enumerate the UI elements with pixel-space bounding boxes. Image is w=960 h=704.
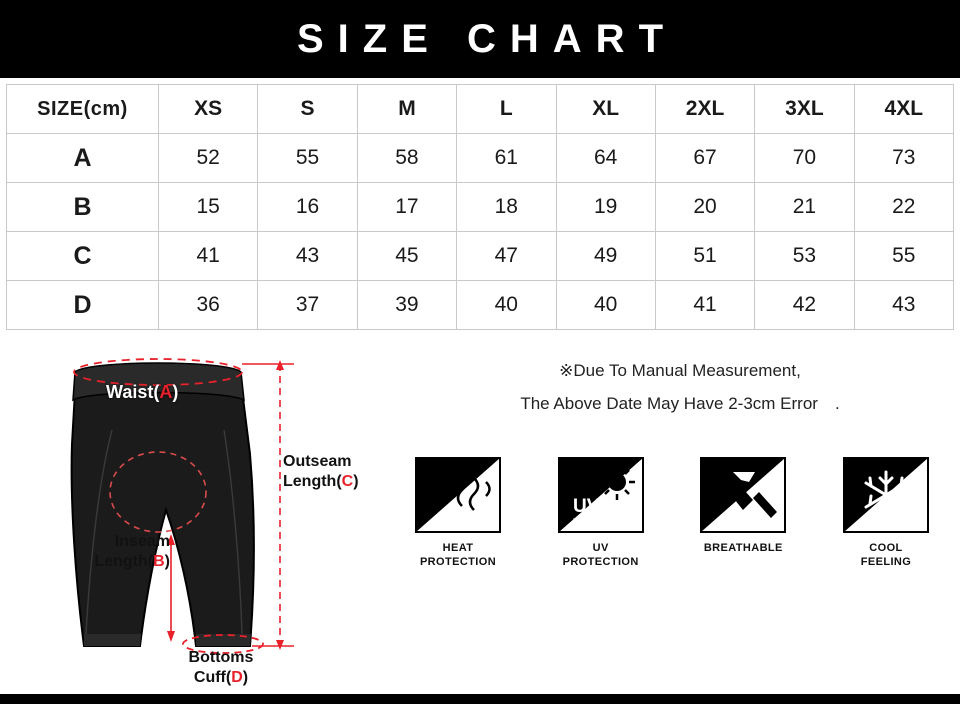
cell-a-m: 58 xyxy=(357,134,456,183)
measurement-notes xyxy=(420,354,940,420)
heat-protection-icon xyxy=(412,456,504,534)
shorts-measurement-diagram xyxy=(28,334,388,694)
cell-b-4xl: 22 xyxy=(854,183,953,232)
col-header-xl: XL xyxy=(556,85,655,134)
cool-caption-line1: COOL xyxy=(869,542,903,554)
page-title: SIZE CHART xyxy=(297,16,677,61)
cell-b-xl: 19 xyxy=(556,183,655,232)
bottoms-label-line2: Cuff( xyxy=(193,669,232,686)
uv-sub-badge-text: UPF 30 xyxy=(572,517,600,526)
col-header-xs: XS xyxy=(159,85,258,134)
cell-a-xl: 64 xyxy=(556,134,655,183)
cell-a-l: 61 xyxy=(457,134,556,183)
cell-a-2xl: 67 xyxy=(655,134,754,183)
col-header-s: S xyxy=(258,85,357,134)
breathable-icon xyxy=(697,456,789,534)
cell-c-m: 45 xyxy=(357,232,456,281)
feature-heat-protection xyxy=(398,456,518,570)
col-header-m: M xyxy=(357,85,456,134)
inseam-label-line2: Length( xyxy=(94,553,154,570)
table-corner-label: SIZE(cm) xyxy=(7,85,159,134)
cell-d-xl: 40 xyxy=(556,281,655,330)
col-header-2xl: 2XL xyxy=(655,85,754,134)
cell-c-2xl: 51 xyxy=(655,232,754,281)
uv-badge-text: UV xyxy=(572,496,600,517)
outseam-label-close: ) xyxy=(353,473,359,490)
size-table-container xyxy=(0,78,960,330)
row-label-d: D xyxy=(7,281,159,330)
breathable-caption-line1: BREATHABLE xyxy=(703,542,783,554)
note-line-2: The Above Date May Have 2-3cm Error . xyxy=(520,394,840,414)
cell-d-2xl: 41 xyxy=(655,281,754,330)
note-line-1: ※Due To Manual Measurement, xyxy=(559,361,801,380)
cell-d-m: 39 xyxy=(357,281,456,330)
cell-c-3xl: 53 xyxy=(755,232,854,281)
size-table xyxy=(6,84,954,330)
waist-label xyxy=(106,382,178,403)
row-label-b: B xyxy=(7,183,159,232)
feature-icon-row xyxy=(398,456,946,570)
shorts-shape xyxy=(72,365,254,646)
bottoms-label-key: D xyxy=(231,669,243,686)
uv-protection-icon xyxy=(555,456,647,534)
table-row xyxy=(7,183,954,232)
col-header-l: L xyxy=(457,85,556,134)
inseam-label xyxy=(42,532,170,572)
waist-label-key: A xyxy=(159,382,173,402)
outseam-arrow-top xyxy=(276,360,284,370)
uv-caption-line2: PROTECTION xyxy=(562,555,639,568)
inseam-label-key: B xyxy=(153,553,165,570)
table-row xyxy=(7,281,954,330)
waist-label-text: Waist( xyxy=(106,382,160,402)
waist-label-close: ) xyxy=(172,382,179,402)
cell-d-4xl: 43 xyxy=(854,281,953,330)
col-header-4xl: 4XL xyxy=(854,85,953,134)
row-label-c: C xyxy=(7,232,159,281)
header-banner xyxy=(0,0,960,78)
cell-b-3xl: 21 xyxy=(755,183,854,232)
cool-feeling-icon xyxy=(840,456,932,534)
feature-uv-protection xyxy=(541,456,661,570)
cell-c-s: 43 xyxy=(258,232,357,281)
table-header-row xyxy=(7,85,954,134)
cell-c-xl: 49 xyxy=(556,232,655,281)
bottoms-cuff-label xyxy=(146,648,296,688)
outseam-label-line2: Length( xyxy=(283,473,342,490)
outseam-label xyxy=(283,452,359,492)
left-hem xyxy=(84,634,141,646)
col-header-3xl: 3XL xyxy=(755,85,854,134)
inseam-arrow-bottom xyxy=(167,631,175,642)
cell-b-s: 16 xyxy=(258,183,357,232)
bottoms-label-line1: Bottoms xyxy=(188,649,254,666)
cell-a-xs: 52 xyxy=(159,134,258,183)
outseam-label-key: C xyxy=(341,473,354,490)
outseam-label-line1: Outseam xyxy=(283,453,352,470)
row-label-a: A xyxy=(7,134,159,183)
cell-c-4xl: 55 xyxy=(854,232,953,281)
cell-a-4xl: 73 xyxy=(854,134,953,183)
heat-caption-line2: PROTECTION xyxy=(419,555,497,568)
table-row xyxy=(7,134,954,183)
inseam-label-close: ) xyxy=(164,553,170,570)
cell-d-xs: 36 xyxy=(159,281,258,330)
cell-b-l: 18 xyxy=(457,183,556,232)
cell-b-2xl: 20 xyxy=(655,183,754,232)
table-row xyxy=(7,232,954,281)
uv-caption-line1: UV xyxy=(592,542,609,554)
cell-b-m: 17 xyxy=(357,183,456,232)
cell-d-l: 40 xyxy=(457,281,556,330)
cool-caption-line2: FEELING xyxy=(860,555,912,568)
cell-d-s: 37 xyxy=(258,281,357,330)
feature-cool-feeling xyxy=(826,456,946,570)
inseam-label-line1: Inseam xyxy=(114,533,170,550)
cell-a-s: 55 xyxy=(258,134,357,183)
feature-breathable xyxy=(683,456,803,570)
size-table-body xyxy=(7,134,954,330)
cell-d-3xl: 42 xyxy=(755,281,854,330)
lower-section xyxy=(0,330,960,704)
cell-c-xs: 41 xyxy=(159,232,258,281)
cell-a-3xl: 70 xyxy=(755,134,854,183)
heat-caption-line1: HEAT xyxy=(442,542,474,554)
size-table-head xyxy=(7,85,954,134)
cell-c-l: 47 xyxy=(457,232,556,281)
cell-b-xs: 15 xyxy=(159,183,258,232)
footer-strip xyxy=(0,694,960,704)
bottoms-label-close: ) xyxy=(242,669,249,686)
shorts-svg xyxy=(28,334,388,694)
